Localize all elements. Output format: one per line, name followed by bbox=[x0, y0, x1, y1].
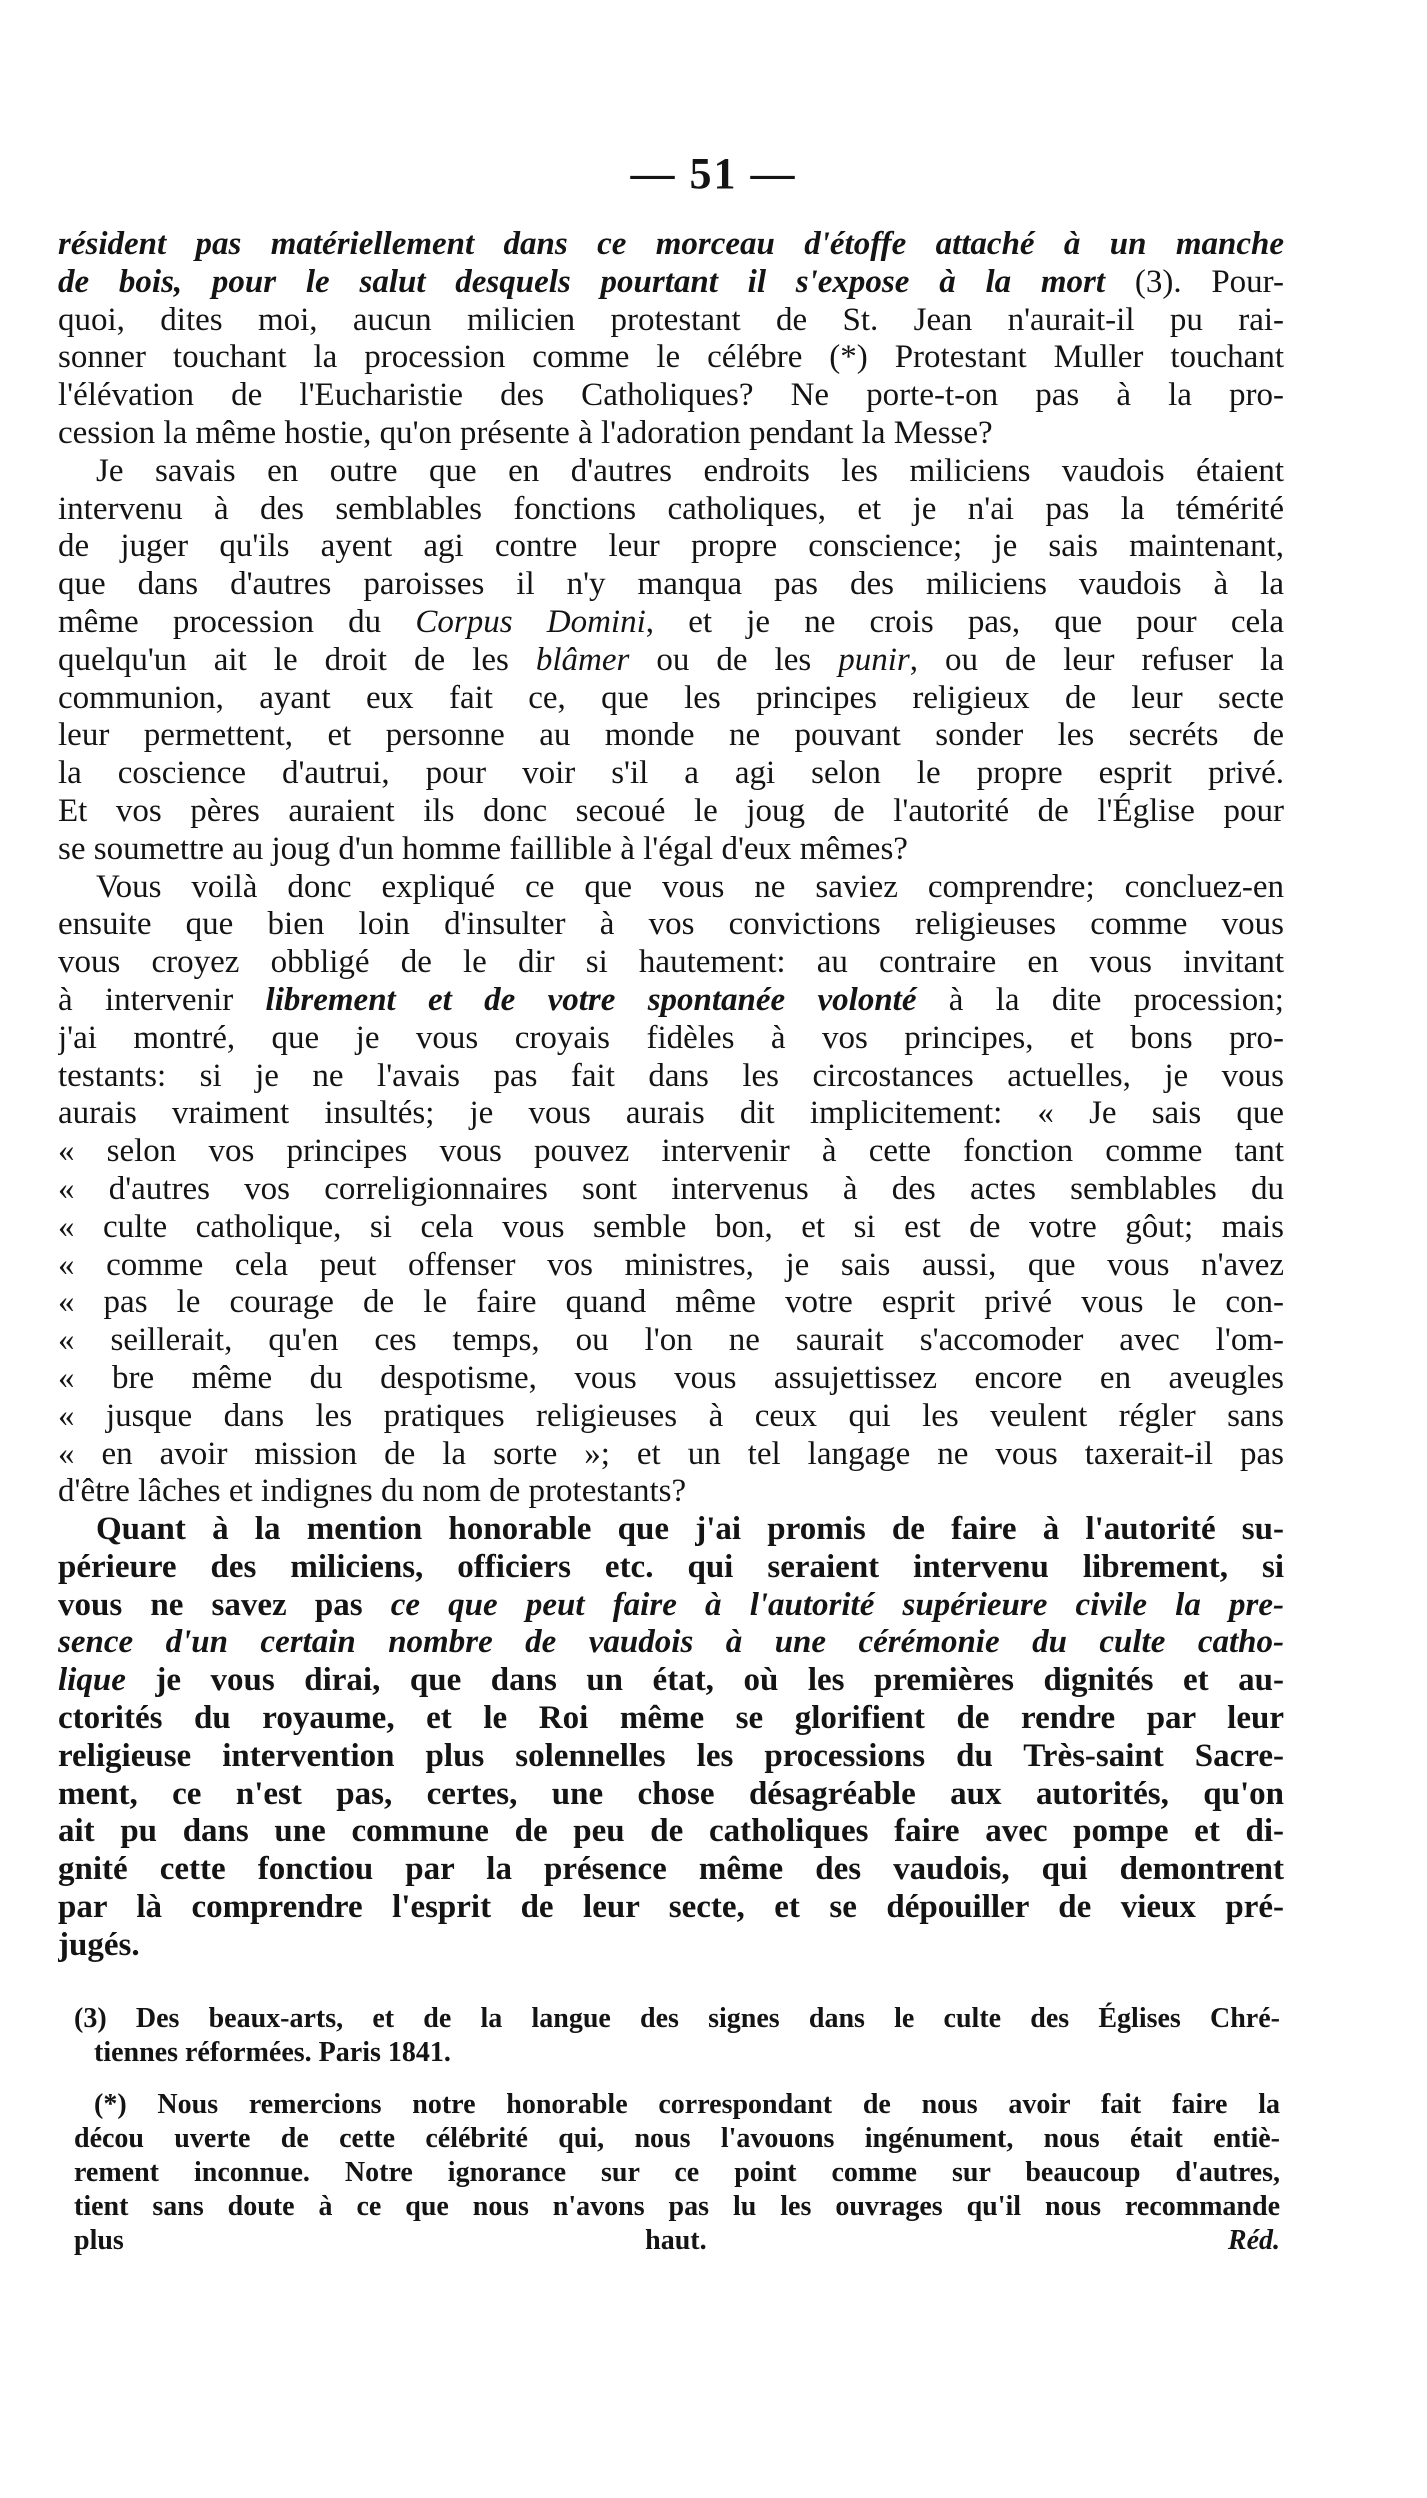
footnote-line: tiennes réformées. Paris 1841. bbox=[94, 2037, 451, 2068]
text-line bbox=[58, 1133, 1284, 1171]
text-line bbox=[58, 1851, 1284, 1889]
text-segment: quelqu'un ait le droit de les bbox=[58, 641, 536, 678]
text-line bbox=[58, 491, 1284, 529]
text-line bbox=[58, 1284, 1284, 1322]
text-segment: ce que peut faire à l'autorité supérieure civile la pre- bbox=[390, 1586, 1284, 1623]
text-segment: « culte catholique, si cela vous semble bon, et si est de votre gôut; mais bbox=[58, 1208, 1284, 1245]
text-segment: aurais vraiment insultés; je vous aurais dit implicitement: « Je sais que bbox=[58, 1095, 1284, 1132]
text-segment: résident pas matériellement dans ce morceau d'étoffe attaché à un manche bbox=[58, 226, 1284, 262]
text-line bbox=[58, 1662, 1284, 1700]
text-segment: Je savais en outre que en d'autres endroits les miliciens vaudois étaient bbox=[96, 452, 1284, 489]
text-segment: leur permettent, et personne au monde ne pouvant sonder les secréts de bbox=[58, 717, 1284, 754]
text-segment: ctorités du royaume, et le Roi même se glorifient de rendre par leur bbox=[58, 1700, 1284, 1737]
text-line bbox=[58, 793, 1284, 831]
text-segment: périeure des miliciens, officiers etc. qui seraient intervenu librement, si bbox=[58, 1548, 1284, 1585]
text-segment: même procession du bbox=[58, 603, 416, 640]
text-line bbox=[58, 339, 1284, 377]
text-segment: j'ai montré, que je vous croyais fidèles à vos principes, et bons pro- bbox=[58, 1019, 1284, 1056]
text-line bbox=[58, 1247, 1284, 1285]
text-segment: sonner touchant la procession comme le célébre (*) Protestant Muller touchant bbox=[58, 339, 1284, 376]
page-number: — 51 — bbox=[630, 149, 797, 198]
text-segment: « jusque dans les pratiques religieuses à ceux qui les veulent régler sans bbox=[58, 1397, 1284, 1434]
text-segment: de bois, pour le salut desquels pourtant il s'expose à la mort bbox=[58, 263, 1106, 300]
text-segment: l'élévation de l'Eucharistie des Catholiques? Ne porte-t-on pas à la pro- bbox=[58, 377, 1284, 414]
text-segment: « comme cela peut offenser vos ministres, je sais aussi, que vous n'avez bbox=[58, 1246, 1284, 1283]
text-line bbox=[58, 1209, 1284, 1247]
text-line bbox=[58, 831, 1284, 869]
footnote-line bbox=[74, 2224, 1280, 2258]
text-segment: ou de les bbox=[629, 641, 839, 678]
text-line bbox=[58, 1322, 1284, 1360]
text-line bbox=[58, 717, 1284, 755]
text-segment: ensuite que bien loin d'insulter à vos convictions religieuses comme vous bbox=[58, 906, 1284, 943]
text-segment: blâmer bbox=[535, 641, 630, 678]
text-segment: gnité cette fonctiou par la présence même des vaudois, qui demontrent bbox=[58, 1851, 1284, 1888]
text-line bbox=[58, 755, 1284, 793]
text-segment: , ou de leur refuser la bbox=[909, 641, 1284, 678]
text-segment: (3). Pour- bbox=[1105, 263, 1284, 300]
footnote-line: rement inconnue. Notre ignorance sur ce point comme sur beaucoup d'autres, bbox=[74, 2157, 1280, 2188]
footnote-3 bbox=[74, 2002, 1280, 2070]
text-segment: vous croyez obbligé de le dir si hautement: au contraire en vous invitant bbox=[58, 944, 1284, 981]
text-line bbox=[58, 264, 1284, 302]
text-segment: punir bbox=[838, 641, 910, 678]
text-segment: lique bbox=[58, 1662, 126, 1699]
text-line bbox=[58, 1511, 1284, 1549]
text-segment: Corpus Domini bbox=[415, 603, 646, 640]
footnote-star bbox=[74, 2088, 1280, 2258]
text-segment: religieuse intervention plus solennelles les processions du Très-saint Sacre- bbox=[58, 1737, 1284, 1774]
text-segment: « bre même du despotisme, vous vous assujettissez encore en aveugles bbox=[58, 1359, 1284, 1396]
text-segment: « d'autres vos correligionnaires sont intervenus à des actes semblables du bbox=[58, 1170, 1284, 1207]
text-segment: à intervenir bbox=[58, 981, 266, 1018]
text-line bbox=[58, 528, 1284, 566]
text-line bbox=[58, 869, 1284, 907]
text-line bbox=[58, 1738, 1284, 1776]
text-segment: testants: si je ne l'avais pas fait dans les circostances actuelles, je vous bbox=[58, 1057, 1284, 1094]
text-line bbox=[58, 1776, 1284, 1814]
text-segment: ment, ce n'est pas, certes, une chose désagréable aux autorités, qu'on bbox=[58, 1775, 1284, 1812]
text-line bbox=[58, 377, 1284, 415]
text-line bbox=[58, 226, 1284, 264]
text-segment: vous ne savez pas bbox=[58, 1586, 391, 1623]
text-segment: de juger qu'ils ayent agi contre leur propre conscience; je sais maintenant, bbox=[58, 528, 1284, 565]
text-line bbox=[58, 1624, 1284, 1662]
text-segment: , et je ne crois pas, que pour cela bbox=[645, 603, 1284, 640]
text-line bbox=[58, 1360, 1284, 1398]
text-segment: Et vos pères auraient ils donc secoué le joug de l'autorité de l'Église pour bbox=[58, 792, 1284, 829]
text-segment: à la dite procession; bbox=[916, 981, 1284, 1018]
text-segment: que dans d'autres paroisses il n'y manqua pas des miliciens vaudois à la bbox=[58, 566, 1284, 603]
text-line bbox=[58, 1813, 1284, 1851]
text-line bbox=[58, 566, 1284, 604]
text-line bbox=[58, 1549, 1284, 1587]
footnote-line: (3) Des beaux-arts, et de la langue des signes dans le culte des Églises Chré- bbox=[74, 2003, 1280, 2034]
text-segment: jugés. bbox=[58, 1926, 140, 1963]
footnotes bbox=[74, 2002, 1280, 2258]
text-segment: je vous dirai, que dans un état, où les premières dignités et au- bbox=[125, 1662, 1284, 1699]
text-segment: ait pu dans une commune de peu de catholiques faire avec pompe et di- bbox=[58, 1813, 1284, 1850]
text-segment: quoi, dites moi, aucun milicien protestant de St. Jean n'aurait-il pu rai- bbox=[58, 301, 1284, 338]
text-segment: communion, ayant eux fait ce, que les principes religieux de leur secte bbox=[58, 679, 1284, 716]
text-line bbox=[58, 680, 1284, 718]
text-line bbox=[58, 1927, 1284, 1965]
text-segment: sence d'un certain nombre de vaudois à une cérémonie du culte catho- bbox=[58, 1624, 1284, 1661]
text-segment: se soumettre au joug d'un homme faillible à l'égal d'eux mêmes? bbox=[58, 830, 908, 867]
text-line bbox=[58, 1700, 1284, 1738]
text-line bbox=[58, 415, 1284, 453]
text-line bbox=[58, 1398, 1284, 1436]
text-line bbox=[58, 1473, 1284, 1511]
text-segment: « pas le courage de le faire quand même votre esprit privé vous le con- bbox=[58, 1284, 1284, 1321]
footnote-line: tient sans doute à ce que nous n'avons pas lu les ouvrages qu'il nous recommande bbox=[74, 2191, 1280, 2222]
text-line bbox=[58, 1171, 1284, 1209]
text-segment: « selon vos principes vous pouvez intervenir à cette fonction comme tant bbox=[58, 1133, 1284, 1170]
text-segment: d'être lâches et indignes du nom de protestants? bbox=[58, 1473, 687, 1510]
text-line bbox=[58, 1889, 1284, 1927]
footnote-text: plus haut. bbox=[74, 2225, 707, 2256]
text-line bbox=[58, 453, 1284, 491]
text-line bbox=[58, 302, 1284, 340]
text-line bbox=[58, 906, 1284, 944]
text-segment: librement et de votre spontanée volonté bbox=[265, 981, 917, 1018]
text-segment: « en avoir mission de la sorte »; et un tel langage ne vous taxerait-il pas bbox=[58, 1435, 1284, 1472]
text-segment: la coscience d'autrui, pour voir s'il a agi selon le propre esprit privé. bbox=[58, 755, 1284, 792]
text-line bbox=[58, 1058, 1284, 1096]
text-segment: Vous voilà donc expliqué ce que vous ne saviez comprendre; concluez-en bbox=[96, 868, 1284, 905]
text-line bbox=[58, 1020, 1284, 1058]
text-line bbox=[58, 604, 1284, 642]
text-line bbox=[58, 1436, 1284, 1474]
text-segment: par là comprendre l'esprit de leur secte, et se dépouiller de vieux pré- bbox=[58, 1889, 1284, 1926]
text-segment: « seillerait, qu'en ces temps, ou l'on ne saurait s'accomoder avec l'om- bbox=[58, 1322, 1284, 1359]
body-text bbox=[58, 226, 1284, 1965]
editor-signature: Réd. bbox=[1227, 2225, 1280, 2256]
text-line bbox=[58, 1095, 1284, 1133]
text-line bbox=[58, 1587, 1284, 1625]
text-line bbox=[58, 944, 1284, 982]
footnote-line: décou uverte de cette célébrité qui, nous l'avouons ingénument, nous était entiè- bbox=[74, 2123, 1280, 2154]
text-segment: Quant à la mention honorable que j'ai promis de faire à l'autorité su- bbox=[96, 1511, 1284, 1548]
text-segment: cession la même hostie, qu'on présente à l'adoration pendant la Messe? bbox=[58, 414, 993, 451]
text-segment: intervenu à des semblables fonctions catholiques, et je n'ai pas la témérité bbox=[58, 490, 1284, 527]
footnote-line: (*) Nous remercions notre honorable correspondant de nous avoir fait faire la bbox=[94, 2089, 1280, 2120]
text-line bbox=[58, 982, 1284, 1020]
text-line bbox=[58, 642, 1284, 680]
